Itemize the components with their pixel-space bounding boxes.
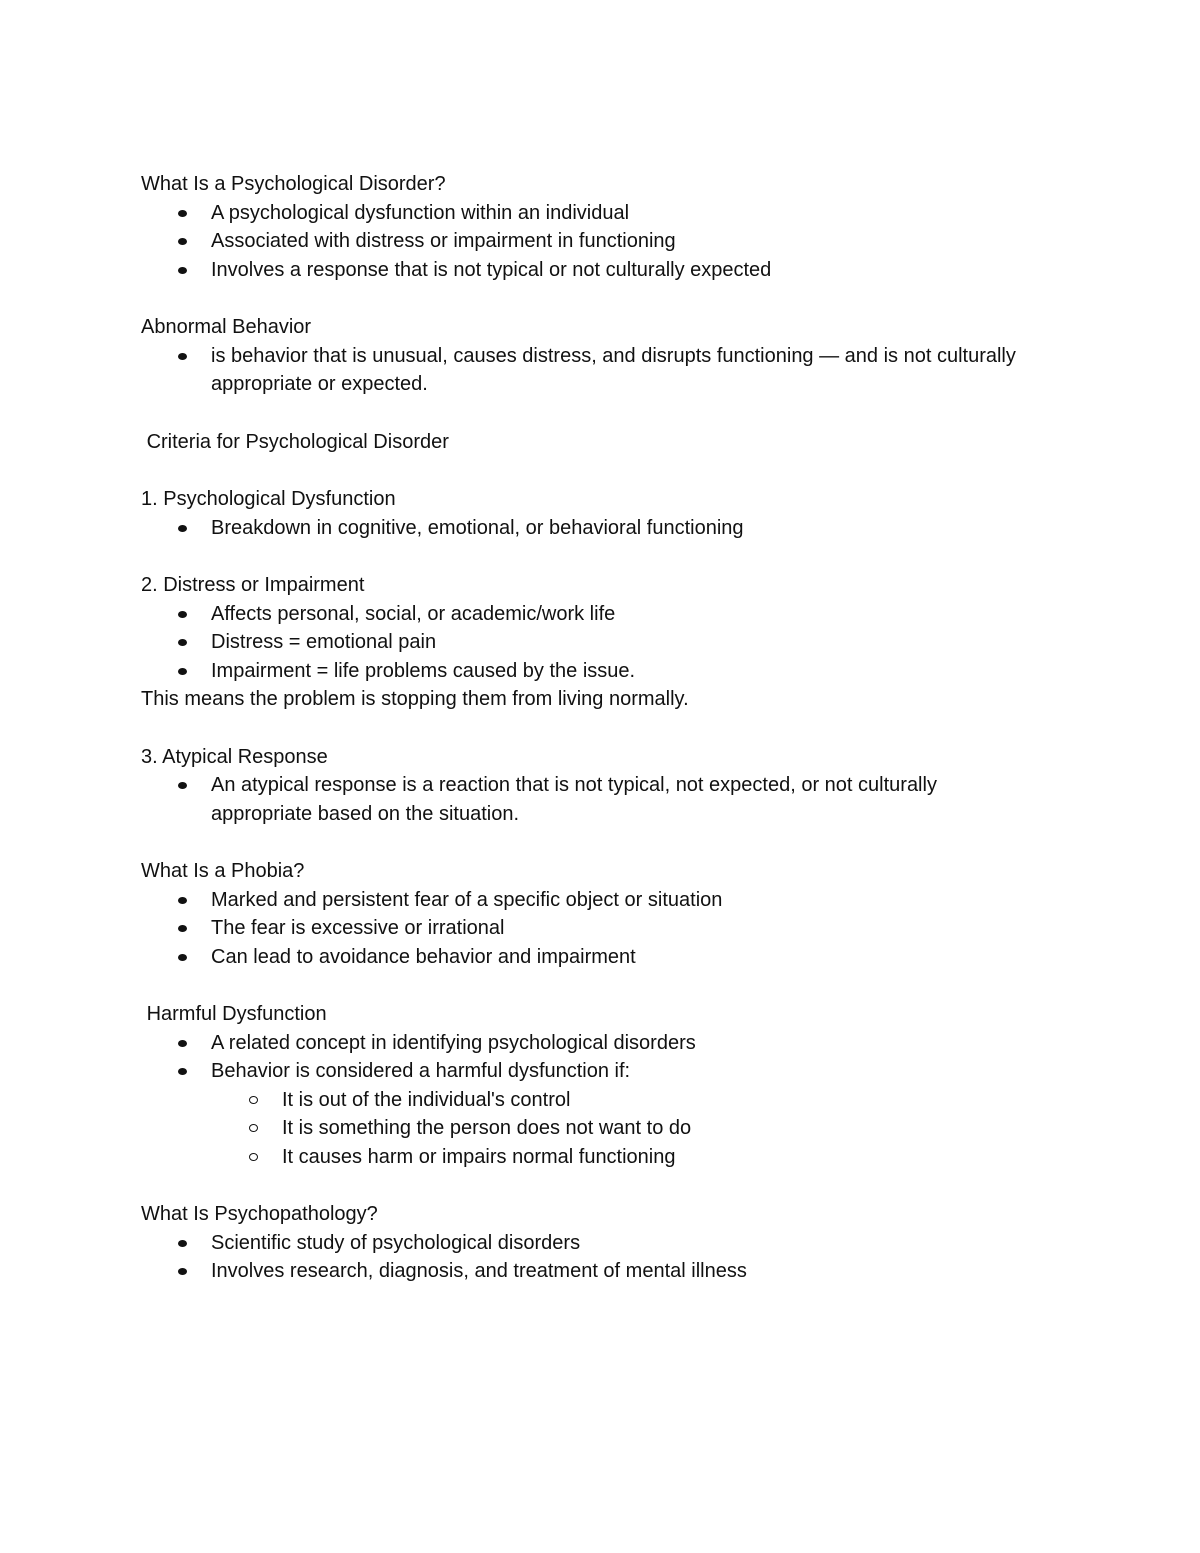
bullet-list — [141, 600, 1041, 686]
list-item: Marked and persistent fear of a specific object or situation — [211, 886, 1041, 915]
bullet-icon — [178, 925, 187, 932]
list-item: Can lead to avoidance behavior and impairment — [211, 943, 1041, 972]
section-heading: What Is Psychopathology? — [141, 1203, 378, 1225]
bullet-icon — [178, 1040, 187, 1047]
bullet-icon — [178, 525, 187, 532]
list-item: Behavior is considered a harmful dysfunction if: It is out of the individual's control It is something the person does not want to do It causes harm or impairs normal functioning — [211, 1057, 1041, 1171]
document-body — [141, 170, 1041, 1286]
bullet-icon — [178, 611, 187, 618]
list-item: The fear is excessive or irrational — [211, 914, 1041, 943]
bullet-icon — [178, 1240, 187, 1247]
sub-bullet-list — [211, 1086, 1041, 1172]
bullet-icon — [178, 897, 187, 904]
hollow-bullet-icon — [249, 1153, 258, 1161]
list-item: An atypical response is a reaction that is not typical, not expected, or not culturally appropriate based on the situation. — [211, 771, 1041, 828]
bullet-list — [141, 886, 1041, 972]
list-item: It is something the person does not want to do — [282, 1114, 1041, 1143]
bullet-list — [141, 1029, 1041, 1172]
section-heading: 2. Distress or Impairment — [141, 574, 365, 596]
section-heading: 1. Psychological Dysfunction — [141, 488, 396, 510]
list-item: Breakdown in cognitive, emotional, or behavioral functioning — [211, 514, 1041, 543]
spacer — [141, 456, 1041, 485]
spacer — [141, 714, 1041, 743]
bullet-list — [141, 1229, 1041, 1286]
bullet-icon — [178, 267, 187, 274]
spacer — [141, 828, 1041, 857]
list-item: Associated with distress or impairment in functioning — [211, 227, 1041, 256]
list-item: A related concept in identifying psychological disorders — [211, 1029, 1041, 1058]
bullet-icon — [178, 1068, 187, 1075]
spacer — [141, 971, 1041, 1000]
hollow-bullet-icon — [249, 1096, 258, 1104]
bullet-icon — [178, 668, 187, 675]
bullet-icon — [178, 1268, 187, 1275]
bullet-icon — [178, 954, 187, 961]
spacer — [141, 399, 1041, 428]
hollow-bullet-icon — [249, 1124, 258, 1132]
section-heading: What Is a Psychological Disorder? — [141, 173, 446, 195]
bullet-list — [141, 342, 1041, 399]
bullet-icon — [178, 782, 187, 789]
list-item: Impairment = life problems caused by the issue. — [211, 657, 1041, 686]
bullet-icon — [178, 353, 187, 360]
section-heading: Abnormal Behavior — [141, 316, 312, 338]
bullet-list — [141, 771, 1041, 828]
list-item: is behavior that is unusual, causes distress, and disrupts functioning — and is not culturally appropriate or expected. — [211, 342, 1041, 399]
spacer — [141, 542, 1041, 571]
bullet-list — [141, 199, 1041, 285]
list-item: It is out of the individual's control — [282, 1086, 1041, 1115]
bullet-icon — [178, 210, 187, 217]
section-heading: What Is a Phobia? — [141, 860, 305, 882]
bullet-list — [141, 514, 1041, 543]
section-heading: Harmful Dysfunction — [141, 1003, 327, 1025]
section-heading: Criteria for Psychological Disorder — [141, 430, 449, 453]
list-item: Involves a response that is not typical or not culturally expected — [211, 256, 1041, 285]
spacer — [141, 1171, 1041, 1200]
list-item: Involves research, diagnosis, and treatment of mental illness — [211, 1257, 1041, 1286]
list-item: Scientific study of psychological disorders — [211, 1229, 1041, 1258]
bullet-icon — [178, 639, 187, 646]
list-item: Affects personal, social, or academic/work life — [211, 600, 1041, 629]
section-note: This means the problem is stopping them from living normally. — [141, 688, 689, 710]
bullet-icon — [178, 238, 187, 245]
spacer — [141, 284, 1041, 313]
list-item: It causes harm or impairs normal functioning — [282, 1143, 1041, 1172]
section-heading: 3. Atypical Response — [141, 745, 328, 768]
list-item: Distress = emotional pain — [211, 628, 1041, 657]
list-item: A psychological dysfunction within an individual — [211, 199, 1041, 228]
